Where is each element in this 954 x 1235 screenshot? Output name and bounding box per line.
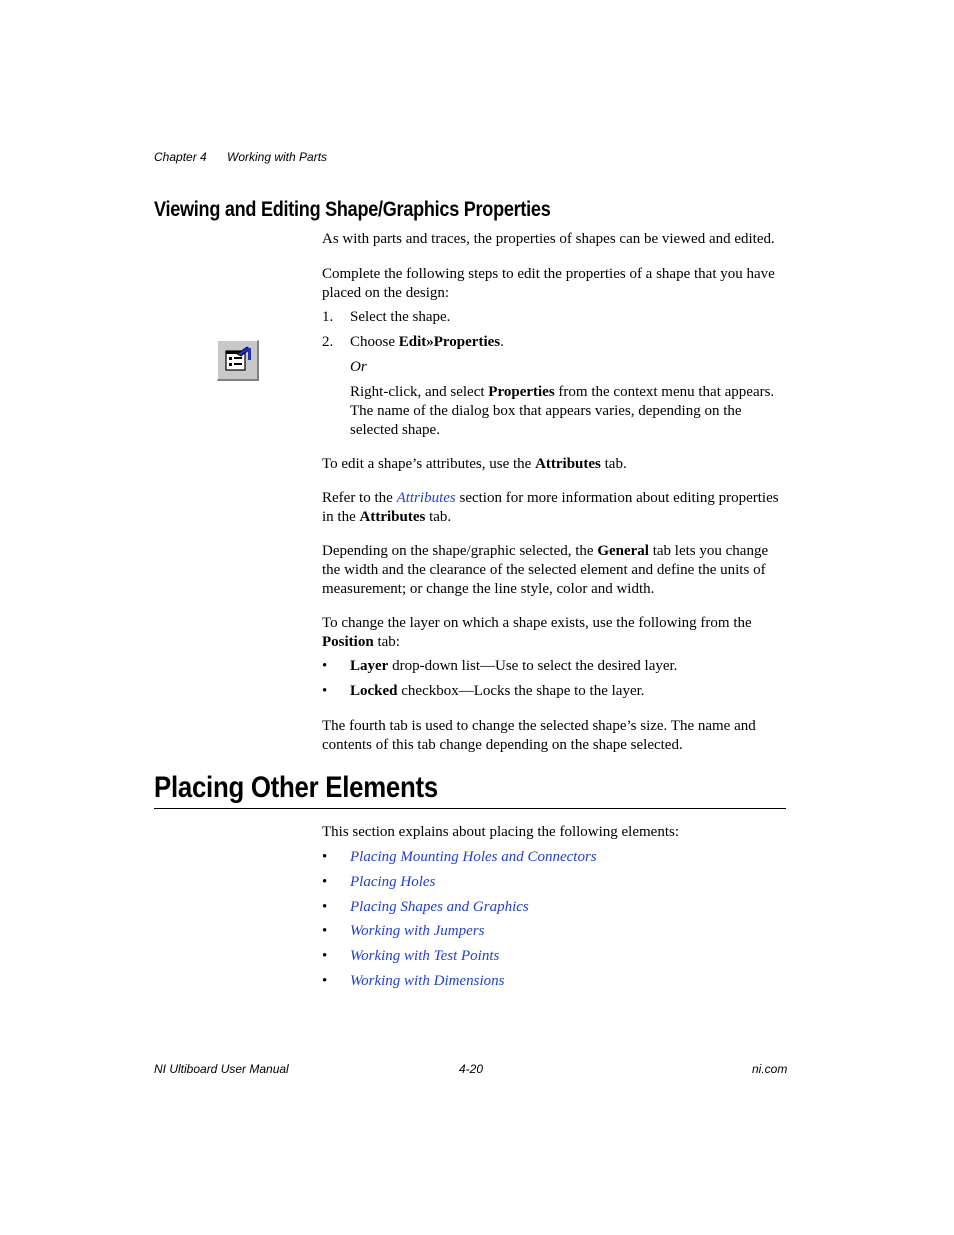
bullet-layer: • [322, 658, 328, 674]
bullet-link-1: • [322, 849, 328, 865]
attributes-link[interactable]: Attributes [396, 490, 456, 506]
step-2-text [350, 333, 786, 352]
bullet-link-2: • [322, 874, 328, 890]
locked-text: checkbox—Locks the shape to the layer. [397, 683, 645, 699]
section-heading-shape-properties: Viewing and Editing Shape/Graphics Properties [154, 198, 551, 221]
paragraph-steps-intro-text: Complete the following steps to edit the properties of a shape that you have placed on the design: [322, 266, 775, 301]
footer-page-number: 4-20 [459, 1062, 484, 1076]
refer-mid: section for more information about editing properties in the [322, 490, 779, 525]
link-placing-shapes[interactable]: Placing Shapes and Graphics [350, 899, 529, 915]
link-working-with-dimensions[interactable]: Working with Dimensions [350, 973, 505, 989]
footer-site: ni.com [752, 1062, 788, 1076]
paragraph-position [322, 614, 786, 652]
position-bold: Position [322, 634, 374, 650]
step-2-suffix: . [500, 334, 504, 350]
refer-prefix: Refer to the [322, 490, 397, 506]
paragraph-general [322, 542, 786, 599]
layer-bold: Layer [350, 658, 389, 674]
heading-rule [154, 808, 786, 809]
link-placing-mounting-holes[interactable]: Placing Mounting Holes and Connectors [350, 849, 597, 865]
section-heading-placing-other-elements: Placing Other Elements [154, 771, 438, 804]
bullet-link-3: • [322, 899, 328, 915]
alternative-prefix: Right-click, and select [350, 384, 489, 400]
footer-manual-title: NI Ultiboard User Manual [154, 1062, 289, 1076]
position-prefix: To change the layer on which a shape exists, use the following from the [322, 615, 752, 631]
general-prefix: Depending on the shape/graphic selected, the [322, 543, 598, 559]
bullet-link-5: • [322, 948, 328, 964]
step-2-menu-path: Edit»Properties [398, 334, 501, 350]
fourth-tab-text: The fourth tab is used to change the selected shape’s size. The name and contents of this tab change depending on the shape selected. [322, 718, 756, 753]
step-1-number: 1. [322, 309, 334, 325]
bullet-locked-text [350, 682, 786, 701]
link-working-with-test-points[interactable]: Working with Test Points [350, 948, 500, 964]
layer-text: drop-down list—Use to select the desired layer. [388, 658, 678, 674]
properties-icon [223, 345, 253, 375]
bullet-locked: • [322, 683, 328, 699]
refer-suffix: tab. [425, 509, 452, 525]
link-placing-holes[interactable]: Placing Holes [350, 874, 436, 890]
paragraph-intro-text: As with parts and traces, the properties of shapes can be viewed and edited. [322, 231, 775, 247]
general-suffix: tab lets you change the width and the clearance of the selected element and define the units of measurement; or change the line style, color and width. [322, 543, 769, 597]
paragraph-steps-intro [322, 265, 786, 303]
bullet-link-6: • [322, 973, 328, 989]
alternative-properties: Properties [488, 384, 555, 400]
paragraph-placing-intro [322, 823, 786, 842]
attributes-bold: Attributes [535, 456, 601, 472]
general-bold: General [597, 543, 649, 559]
alternative-suffix: from the context menu that appears. The name of the dialog box that appears varies, depending on the selected shape. [350, 384, 775, 438]
placing-intro-text: This section explains about placing the following elements: [322, 824, 680, 840]
attributes-prefix: To edit a shape’s attributes, use the [322, 456, 536, 472]
running-header-title: Working with Parts [227, 150, 328, 164]
bullet-layer-text [350, 657, 786, 676]
alternative-step-text [350, 383, 786, 440]
bullet-link-4: • [322, 923, 328, 939]
or-label: Or [350, 359, 367, 375]
paragraph-attributes [322, 455, 786, 474]
position-suffix: tab: [373, 634, 400, 650]
link-working-with-jumpers[interactable]: Working with Jumpers [350, 923, 485, 939]
running-header-chapter: Chapter 4 [154, 150, 207, 164]
locked-bold: Locked [350, 683, 398, 699]
paragraph-fourth-tab [322, 717, 786, 755]
paragraph-refer [322, 489, 786, 527]
step-2-prefix: Choose [350, 334, 399, 350]
properties-toolbar-icon [217, 340, 259, 381]
refer-bold: Attributes [359, 509, 426, 525]
attributes-suffix: tab. [600, 456, 627, 472]
step-1-text: Select the shape. [350, 309, 451, 325]
step-2-number: 2. [322, 334, 334, 350]
paragraph-intro [322, 230, 786, 249]
